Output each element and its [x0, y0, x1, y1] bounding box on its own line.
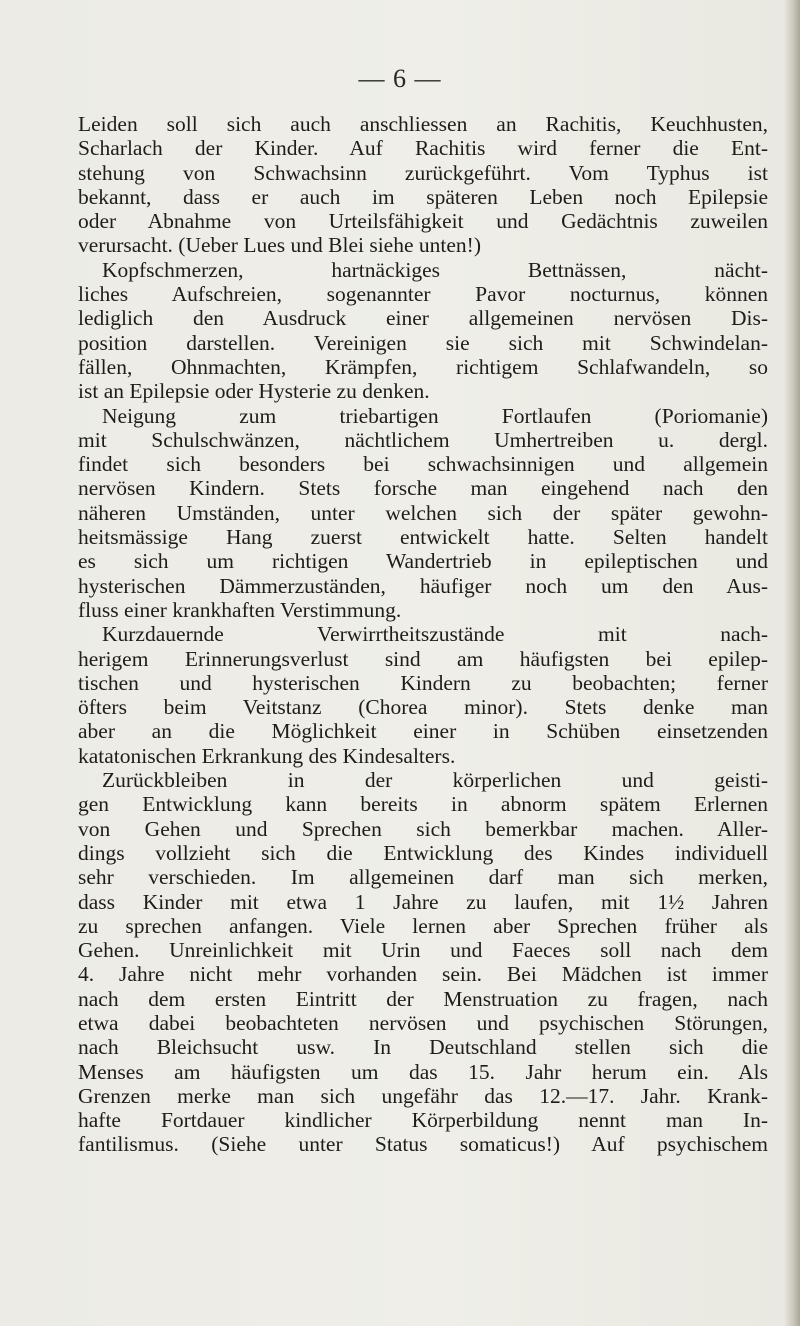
text-line: Kopfschmerzen, hartnäckiges Bettnässen, nächt-	[102, 257, 768, 282]
text-line: Zurückbleiben in der körperlichen und geisti-	[102, 768, 768, 793]
page-number: — 6 —	[358, 64, 442, 93]
text-line: öfters beim Veitstanz (Chorea minor). Stets denke man	[78, 695, 768, 720]
text-line: fällen, Ohnmachten, Krämpfen, richtigem Schlafwandeln, so	[78, 354, 768, 379]
text-line: mit Schulschwänzen, nächtlichem Umhertreiben u. dergl.	[78, 427, 768, 452]
text-line: Grenzen merke man sich ungefähr das 12.—17. Jahr. Krank-	[78, 1083, 768, 1108]
text-line: dass Kinder mit etwa 1 Jahre zu laufen, mit 1½ Jahren	[78, 889, 768, 914]
text-line: tischen und hysterischen Kindern zu beobachten; ferner	[78, 670, 768, 695]
text-line: hafte Fortdauer kindlicher Körperbildung nennt man In-	[78, 1108, 768, 1133]
body-text	[78, 112, 768, 1157]
text-line: oder Abnahme von Urteilsfähigkeit und Gedächtnis zuweilen	[78, 209, 768, 234]
text-line: von Gehen und Sprechen sich bemerkbar machen. Aller-	[78, 816, 768, 841]
text-line: findet sich besonders bei schwachsinnigen und allgemein	[78, 452, 768, 477]
text-line: nach dem ersten Eintritt der Menstruation zu fragen, nach	[78, 986, 768, 1011]
text-line: dings vollzieht sich die Entwicklung des Kindes individuell	[78, 840, 768, 865]
text-line: gen Entwicklung kann bereits in abnorm spätem Erlernen	[78, 792, 768, 817]
text-line: verursacht. (Ueber Lues und Blei siehe unten!)	[78, 233, 481, 258]
text-line: nach Bleichsucht usw. In Deutschland stellen sich die	[78, 1035, 768, 1060]
text-line: es sich um richtigen Wandertrieb in epileptischen und	[78, 549, 768, 574]
text-line: aber an die Möglichkeit einer in Schüben einsetzenden	[78, 719, 768, 744]
page-edge-shadow	[784, 0, 800, 1326]
text-line: ist an Epilepsie oder Hysterie zu denken.	[78, 379, 430, 404]
text-line: fluss einer krankhaften Verstimmung.	[78, 597, 402, 622]
text-line: heitsmässige Hang zuerst entwickelt hatte. Selten handelt	[78, 525, 768, 550]
text-line: Leiden soll sich auch anschliessen an Rachitis, Keuchhusten,	[78, 112, 768, 136]
text-line: Scharlach der Kinder. Auf Rachitis wird ferner die Ent-	[78, 136, 768, 161]
text-line: Gehen. Unreinlichkeit mit Urin und Faeces soll nach dem	[78, 938, 768, 963]
text-line: stehung von Schwachsinn zurückgeführt. Vom Typhus ist	[78, 160, 768, 185]
text-line: 4. Jahre nicht mehr vorhanden sein. Bei Mädchen ist immer	[78, 962, 768, 987]
text-line: herigem Erinnerungsverlust sind am häufigsten bei epilep-	[78, 646, 768, 671]
text-line: sehr verschieden. Im allgemeinen darf man sich merken,	[78, 865, 768, 890]
text-line: bekannt, dass er auch im späteren Leben noch Epilepsie	[78, 184, 768, 209]
text-line: lediglich den Ausdruck einer allgemeinen nervösen Dis-	[78, 306, 768, 331]
text-line: nervösen Kindern. Stets forsche man eingehend nach den	[78, 476, 768, 501]
text-line: hysterischen Dämmerzuständen, häufiger noch um den Aus-	[78, 573, 768, 598]
text-line: Menses am häufigsten um das 15. Jahr herum ein. Als	[78, 1059, 768, 1084]
text-line: Kurzdauernde Verwirrtheitszustände mit nach-	[102, 622, 768, 647]
text-line: fantilismus. (Siehe unter Status somaticus!) Auf psychischem	[78, 1132, 768, 1157]
text-line: position darstellen. Vereinigen sie sich mit Schwindelan-	[78, 330, 768, 355]
text-line: etwa dabei beobachteten nervösen und psychischen Störungen,	[78, 1010, 768, 1035]
text-line: liches Aufschreien, sogenannter Pavor nocturnus, können	[78, 282, 768, 307]
text-line: katatonischen Erkrankung des Kindesalters.	[78, 743, 456, 768]
text-line: näheren Umständen, unter welchen sich der später gewohn-	[78, 500, 768, 525]
text-line: Neigung zum triebartigen Fortlaufen (Poriomanie)	[102, 403, 768, 428]
text-line: zu sprechen anfangen. Viele lernen aber Sprechen früher als	[78, 913, 768, 938]
